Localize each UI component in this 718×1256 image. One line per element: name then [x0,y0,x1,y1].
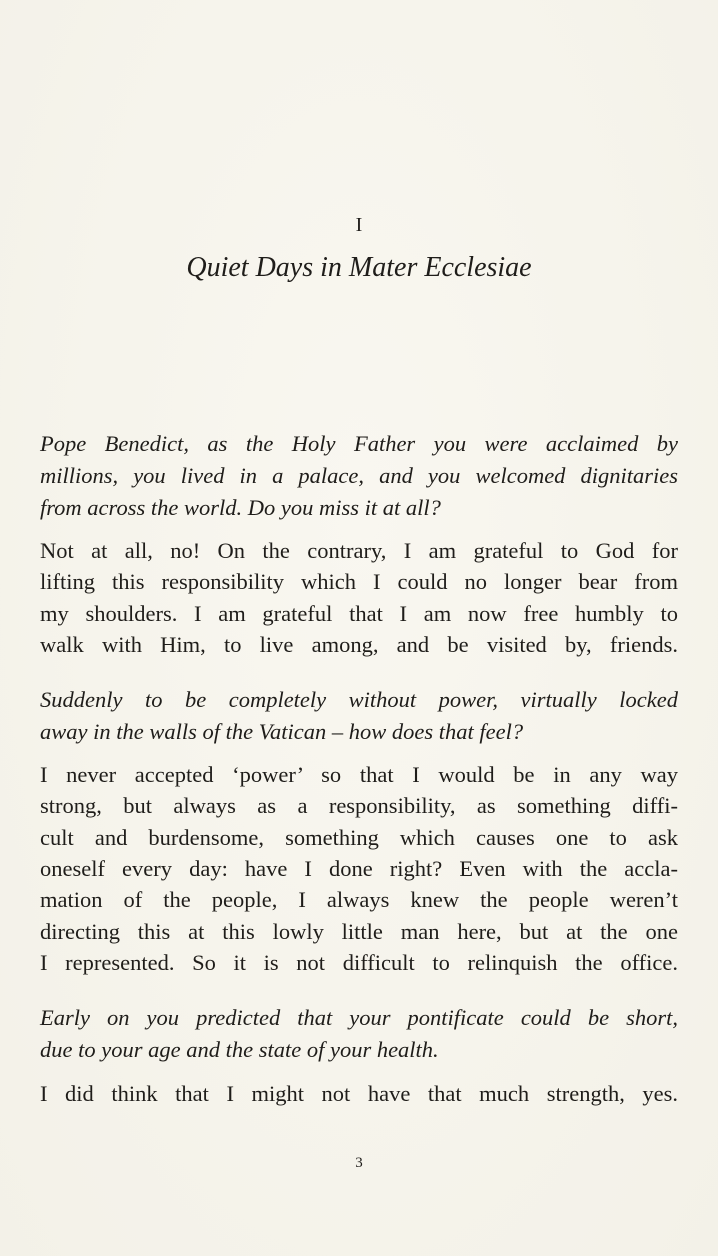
text-line: mation of the people, I always knew the people weren’t [40,887,678,912]
text-line: from across the world. Do you miss it at all? [40,495,441,520]
text-line: oneself every day: have I done right? Even with the accla- [40,856,678,881]
text-line: Early on you predicted that your pontificate could be short, [40,1005,678,1030]
page-number: 3 [355,1155,363,1171]
chapter-number: I [355,214,363,236]
text-line: I never accepted ‘power’ so that I would be in any way [40,762,678,787]
chapter-title: Quiet Days in Mater Ecclesiae [186,252,532,283]
text-line: walk with Him, to live among, and be visited by, friends. [40,632,678,657]
text-line: due to your age and the state of your health. [40,1037,439,1062]
text-line: lifting this responsibility which I could no longer bear from [40,569,678,594]
text-line: I represented. So it is not difficult to relinquish the office. [40,950,678,975]
text-line: I did think that I might not have that much strength, yes. [40,1081,678,1106]
text-line: millions, you lived in a palace, and you welcomed dignitaries [40,463,678,488]
text-line: cult and burdensome, something which causes one to ask [40,825,678,850]
text-line: Not at all, no! On the contrary, I am grateful to God for [40,538,678,563]
text-line: away in the walls of the Vatican – how does that feel? [40,719,524,744]
text-line: directing this at this lowly little man here, but at the one [40,919,678,944]
text-line: strong, but always as a responsibility, as something diffi- [40,793,678,818]
text-line: Pope Benedict, as the Holy Father you were acclaimed by [40,431,678,456]
text-line: my shoulders. I am grateful that I am now free humbly to [40,601,678,626]
text-line: Suddenly to be completely without power, virtually locked [40,687,678,712]
